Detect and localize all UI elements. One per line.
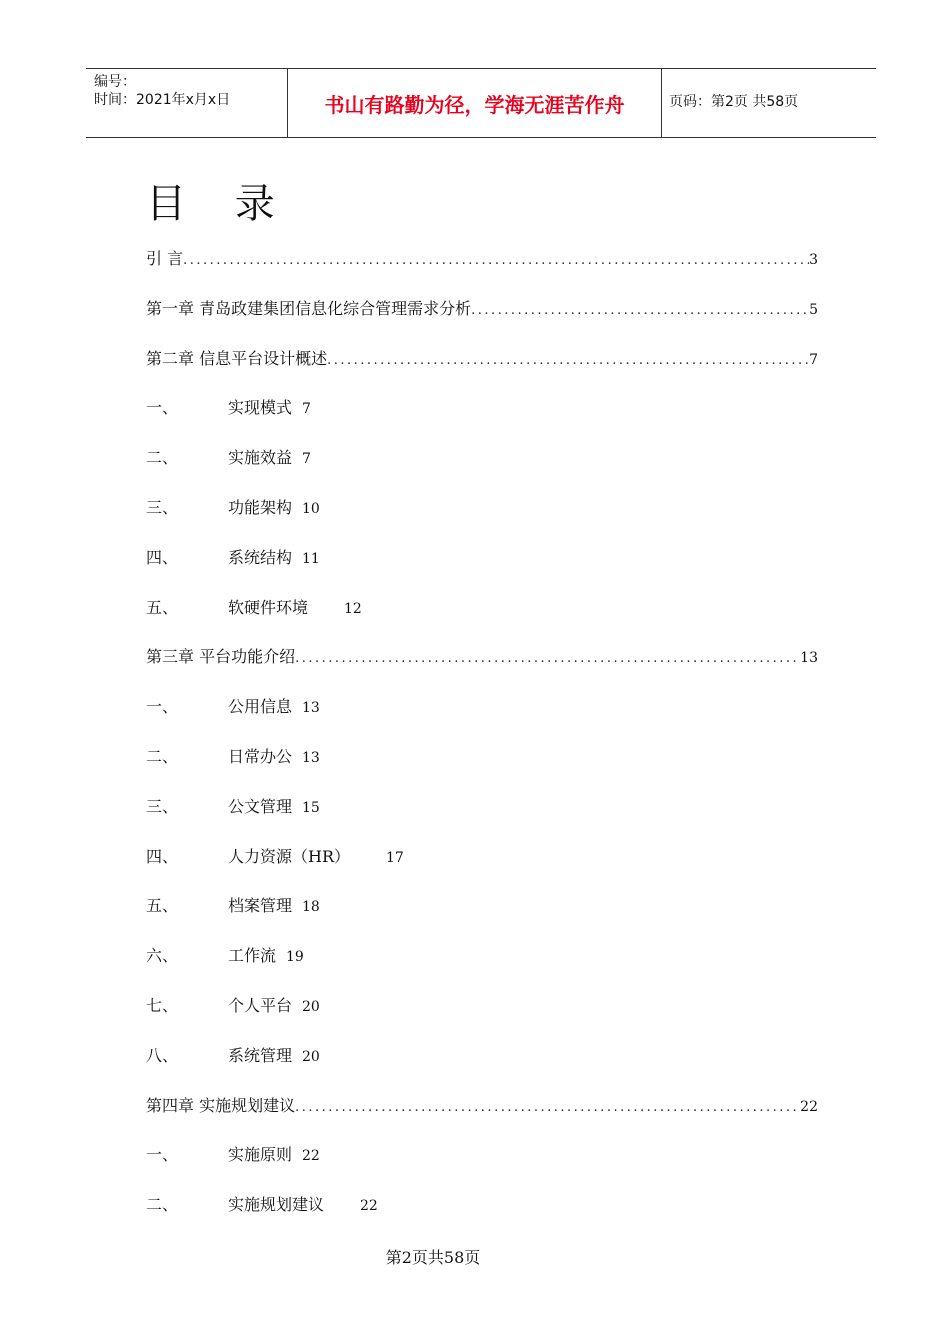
toc-subentry-label: 档案管理 <box>228 896 293 916</box>
toc-subentry[interactable] <box>146 943 818 993</box>
toc-subentry-number: 四、 <box>146 547 179 567</box>
toc-subentry-label: 公用信息 <box>228 697 293 717</box>
toc-entry-label: 第一章 青岛政建集团信息化综合管理需求分析 <box>146 298 472 318</box>
header-time: 时间：2021年x月x日 <box>94 92 231 108</box>
toc-entry-page: 22 <box>800 1098 818 1115</box>
toc-subentry[interactable] <box>146 1043 818 1093</box>
toc-subentry-number: 三、 <box>146 497 179 517</box>
toc-subentry-label: 个人平台 <box>228 995 293 1015</box>
toc-subentry-page: 18 <box>302 899 320 916</box>
toc-entry[interactable] <box>146 346 818 396</box>
toc-subentry-number: 八、 <box>146 1045 179 1065</box>
toc-entry-page: 3 <box>809 252 818 268</box>
page-header <box>86 68 876 138</box>
toc-subentry-label: 功能架构 <box>228 497 293 517</box>
toc-subentry-page: 10 <box>302 500 320 517</box>
toc-entry[interactable] <box>146 644 818 694</box>
toc-entry-label: 第三章 平台功能介绍 <box>146 647 296 667</box>
toc-subentry-number: 一、 <box>146 398 179 418</box>
page-footer <box>0 1245 950 1268</box>
toc-subentry-label: 工作流 <box>228 946 277 966</box>
toc-subentry-number: 六、 <box>146 946 179 966</box>
toc-subentry-label: 实施效益 <box>228 448 293 468</box>
toc-subentry-number: 五、 <box>146 597 179 617</box>
toc-subentry-number: 二、 <box>146 1195 179 1215</box>
toc-entry-label: 引 言 <box>146 249 184 268</box>
toc-title: 目 录 <box>146 181 293 227</box>
toc-subentry-page: 17 <box>386 849 404 866</box>
toc-subentry-number: 二、 <box>146 746 179 766</box>
toc-subentry[interactable] <box>146 694 818 744</box>
toc-leader-dots <box>183 248 809 274</box>
header-left <box>94 73 286 109</box>
toc-subentry-number: 四、 <box>146 846 179 866</box>
toc-entry-page: 5 <box>809 301 818 318</box>
toc-subentry[interactable] <box>146 844 818 894</box>
toc-subentry-page: 20 <box>302 998 320 1015</box>
toc-subentry[interactable] <box>146 395 818 445</box>
toc-subentry-page: 19 <box>286 949 304 966</box>
toc-subentry-label: 实现模式 <box>228 398 293 418</box>
toc-subentry-label: 日常办公 <box>228 746 293 766</box>
toc-subentry[interactable] <box>146 495 818 545</box>
toc-subentry[interactable] <box>146 595 818 645</box>
toc-leader-dots <box>471 298 809 324</box>
toc-subentry-page: 13 <box>302 700 320 717</box>
toc-subentry-page: 7 <box>302 401 311 418</box>
toc-subentry[interactable] <box>146 1142 818 1192</box>
toc-entry[interactable] <box>146 1093 818 1143</box>
toc-subentry-number: 三、 <box>146 796 179 816</box>
toc-subentry-page: 22 <box>360 1198 378 1215</box>
table-of-contents <box>146 246 818 1242</box>
footer-page-number: 第2页共58页 <box>385 1248 481 1267</box>
toc-subentry[interactable] <box>146 893 818 943</box>
toc-subentry-page: 22 <box>302 1148 320 1165</box>
toc-entry-label: 第二章 信息平台设计概述 <box>146 348 328 368</box>
header-number: 编号： <box>94 74 136 90</box>
toc-subentry[interactable] <box>146 545 818 595</box>
toc-entry[interactable] <box>146 296 818 346</box>
toc-leader-dots <box>295 1095 800 1121</box>
toc-subentry[interactable] <box>146 794 818 844</box>
toc-entry-label: 第四章 实施规划建议 <box>146 1095 296 1115</box>
toc-entry[interactable] <box>146 246 818 296</box>
toc-subentry-label: 实施原则 <box>228 1145 293 1165</box>
toc-subentry-page: 15 <box>302 799 320 816</box>
toc-subentry-number: 一、 <box>146 697 179 717</box>
header-motto: 书山有路勤为径，学海无涯苦作舟 <box>287 69 662 137</box>
toc-subentry-label: 实施规划建议 <box>228 1195 325 1215</box>
toc-entry-page: 13 <box>800 650 818 667</box>
header-page-number: 页码：第2页 共58页 <box>669 94 799 110</box>
toc-subentry-label: 公文管理 <box>228 796 293 816</box>
toc-entry-page: 7 <box>809 351 818 368</box>
toc-subentry-number: 七、 <box>146 995 179 1015</box>
toc-subentry-label: 系统结构 <box>228 547 293 567</box>
toc-subentry[interactable] <box>146 744 818 794</box>
toc-subentry[interactable] <box>146 993 818 1043</box>
toc-subentry-page: 20 <box>302 1048 320 1065</box>
toc-subentry-page: 7 <box>302 451 311 468</box>
toc-subentry-label: 软硬件环境 <box>228 597 309 617</box>
toc-subentry-page: 11 <box>302 550 320 567</box>
toc-subentry-page: 12 <box>344 600 362 617</box>
toc-subentry-number: 二、 <box>146 448 179 468</box>
toc-subentry-label: 系统管理 <box>228 1045 293 1065</box>
toc-subentry-page: 13 <box>302 749 320 766</box>
toc-subentry-number: 五、 <box>146 896 179 916</box>
toc-subentry-number: 一、 <box>146 1145 179 1165</box>
toc-subentry[interactable] <box>146 445 818 495</box>
toc-leader-dots <box>295 646 800 672</box>
toc-subentry-label: 人力资源（HR） <box>228 846 351 866</box>
toc-leader-dots <box>327 348 809 374</box>
toc-subentry[interactable] <box>146 1192 818 1242</box>
